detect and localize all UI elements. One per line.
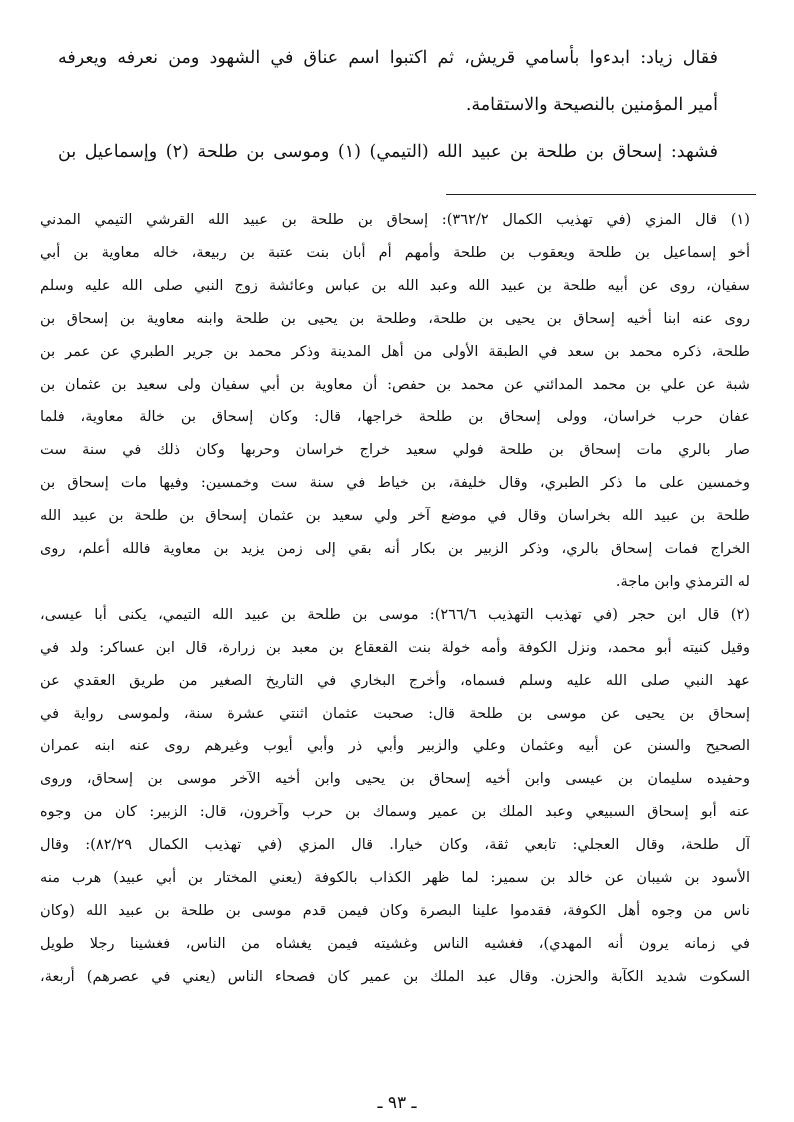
footnote-line: له الترمذي وابن ماجة.: [615, 572, 750, 590]
footnote-line: طلحة، ذكره محمد بن سعد في الطبقة الأولى من أهل المدينة وذكر محمد بن جرير الطبري عن عمر بن: [40, 342, 750, 360]
footnote-line: الأسود بن شيبان عن خالد بن سمير: لما ظهر الكذاب بالكوفة (يعني المختار بن أبي عبيد) هرب منه: [40, 869, 750, 886]
footnote-line: آل طلحة، وقال العجلي: تابعي ثقة، وكان خيارا. قال المزي (في تهذيب الكمال ٨٢/٢٩): وقال: [40, 836, 750, 854]
footnote-line: الخراج فمات إسحاق بالري، وذكر الزبير بن بكار أنه بقي إلى زمن يزيد بن معاوية فالله أعلم، روى: [40, 540, 750, 557]
footnote-line: وحفيده سليمان بن عيسى وابن أخيه إسحاق بن يحيى وابن أخيه الآخر موسى بن إسحاق، وروى: [40, 770, 750, 788]
main-text-line: أمير المؤمنين بالنصيحة والاستقامة.: [465, 95, 718, 115]
footnote-line: عنه أبو إسحاق السبيعي وعبد الملك بن عمير وسماك بن حرب وآخرون، قال: الزبير: كان من وجوه: [40, 803, 750, 821]
footnote-line: روى عنه ابنا أخيه إسحاق بن يحيى بن طلحة، وطلحة بن يحيى بن طلحة وابنه معاوية بن إسحاق بن: [40, 309, 750, 327]
footnote-line: وخمسين على ما ذكر الطبري، وقال خليفة، بن خياط في سنة ست وخمسين: وفيها مات إسحاق بن: [40, 474, 750, 492]
main-text-line: فقال زياد: ابدءوا بأسامي قريش، ثم اكتبوا اسم عناق في الشهود ومن نعرفه ويعرفه: [58, 48, 718, 68]
footnote-line: عفان حرب خراسان، وولى إسحاق بن طلحة خراجها، قال: وكان إسحاق بن خالة معاوية، فلما: [40, 408, 750, 426]
footnote-line: صار بالري مات إسحاق بن طلحة فولي سعيد خراج خراسان وحربها وكان ذلك في سنة ست: [40, 441, 750, 459]
footnote-line: عهد النبي صلى الله عليه وسلم فسماه، وأخرج البخاري في التاريخ الصغير من طريق العقدي عن: [40, 671, 750, 689]
footnote-line: سفيان، روى عن أبيه طلحة بن عبيد الله وعبد الله بن عباس وعائشة زوج النبي صلى الله عليه وسلم: [40, 276, 750, 294]
footnote-line: السكوت شديد الكآبة والحزن. وقال عبد الملك بن عمير كان فصحاء الناس (يعني في عصرهم) أربعة،: [40, 967, 750, 985]
page-number: ـ ٩٣ ـ: [377, 1093, 417, 1113]
footnote-line: (١) قال المزي (في تهذيب الكمال ٣٦٢/٢): إسحاق بن طلحة بن عبيد الله القرشي التيمي المدني: [40, 211, 750, 228]
footnote-line: أخو إسماعيل بن طلحة ويعقوب بن طلحة وأمهم أم أبان بنت عتبة بن ربيعة، خاله معاوية بن أبي: [40, 243, 750, 261]
footnote-line: إسحاق بن يحيى عن موسى بن طلحة قال: صحبت عثمان اثنتي عشرة سنة، ولموسى رواية في: [40, 704, 750, 722]
footnote-separator: [446, 194, 756, 195]
main-text-line: فشهد: إسحاق بن طلحة بن عبيد الله (التيمي) (١) وموسى بن طلحة (٢) وإسماعيل بن: [58, 142, 718, 162]
footnote-line: في زمانه يرون أنه المهدي)، فغشيه الناس وغشيته فيمن يغشاه من الناس، فغشينا رجلا طويل: [40, 934, 750, 952]
footnote-line: الصحيح والسنن عن أبيه وعثمان وعلي والزبير وأبي ذر وأبي أيوب وغيرهم روى عنه ابنه عمران: [40, 737, 750, 755]
footnote-line: ناس من وجوه أهل الكوفة، فقدموا علينا البصرة وكان فيمن قدم موسى بن طلحة بن عبيد الله (وكان: [40, 901, 750, 919]
footnote-line: (٢) قال ابن حجر (في تهذيب التهذيب ٢٦٦/٦): موسى بن طلحة بن عبيد الله التيمي، يكنى أبا عيسى،: [40, 605, 750, 623]
footnote-line: وقيل كنيته أبو محمد، ونزل الكوفة وأمه خولة بنت القعقاع بن معبد بن زرارة، قال ابن عساكر: ولد في: [40, 638, 750, 656]
footnote-line: طلحة بن عبيد الله بخراسان وقال في موضع آخر ولي سعيد بن عثمان إسحاق بن طلحة بن عبيد الله: [40, 507, 750, 525]
footnote-line: شبة عن علي بن محمد المدائني عن محمد بن حفص: أن معاوية بن أبي سفيان ولى سعيد بن عثمان بن: [40, 375, 750, 393]
